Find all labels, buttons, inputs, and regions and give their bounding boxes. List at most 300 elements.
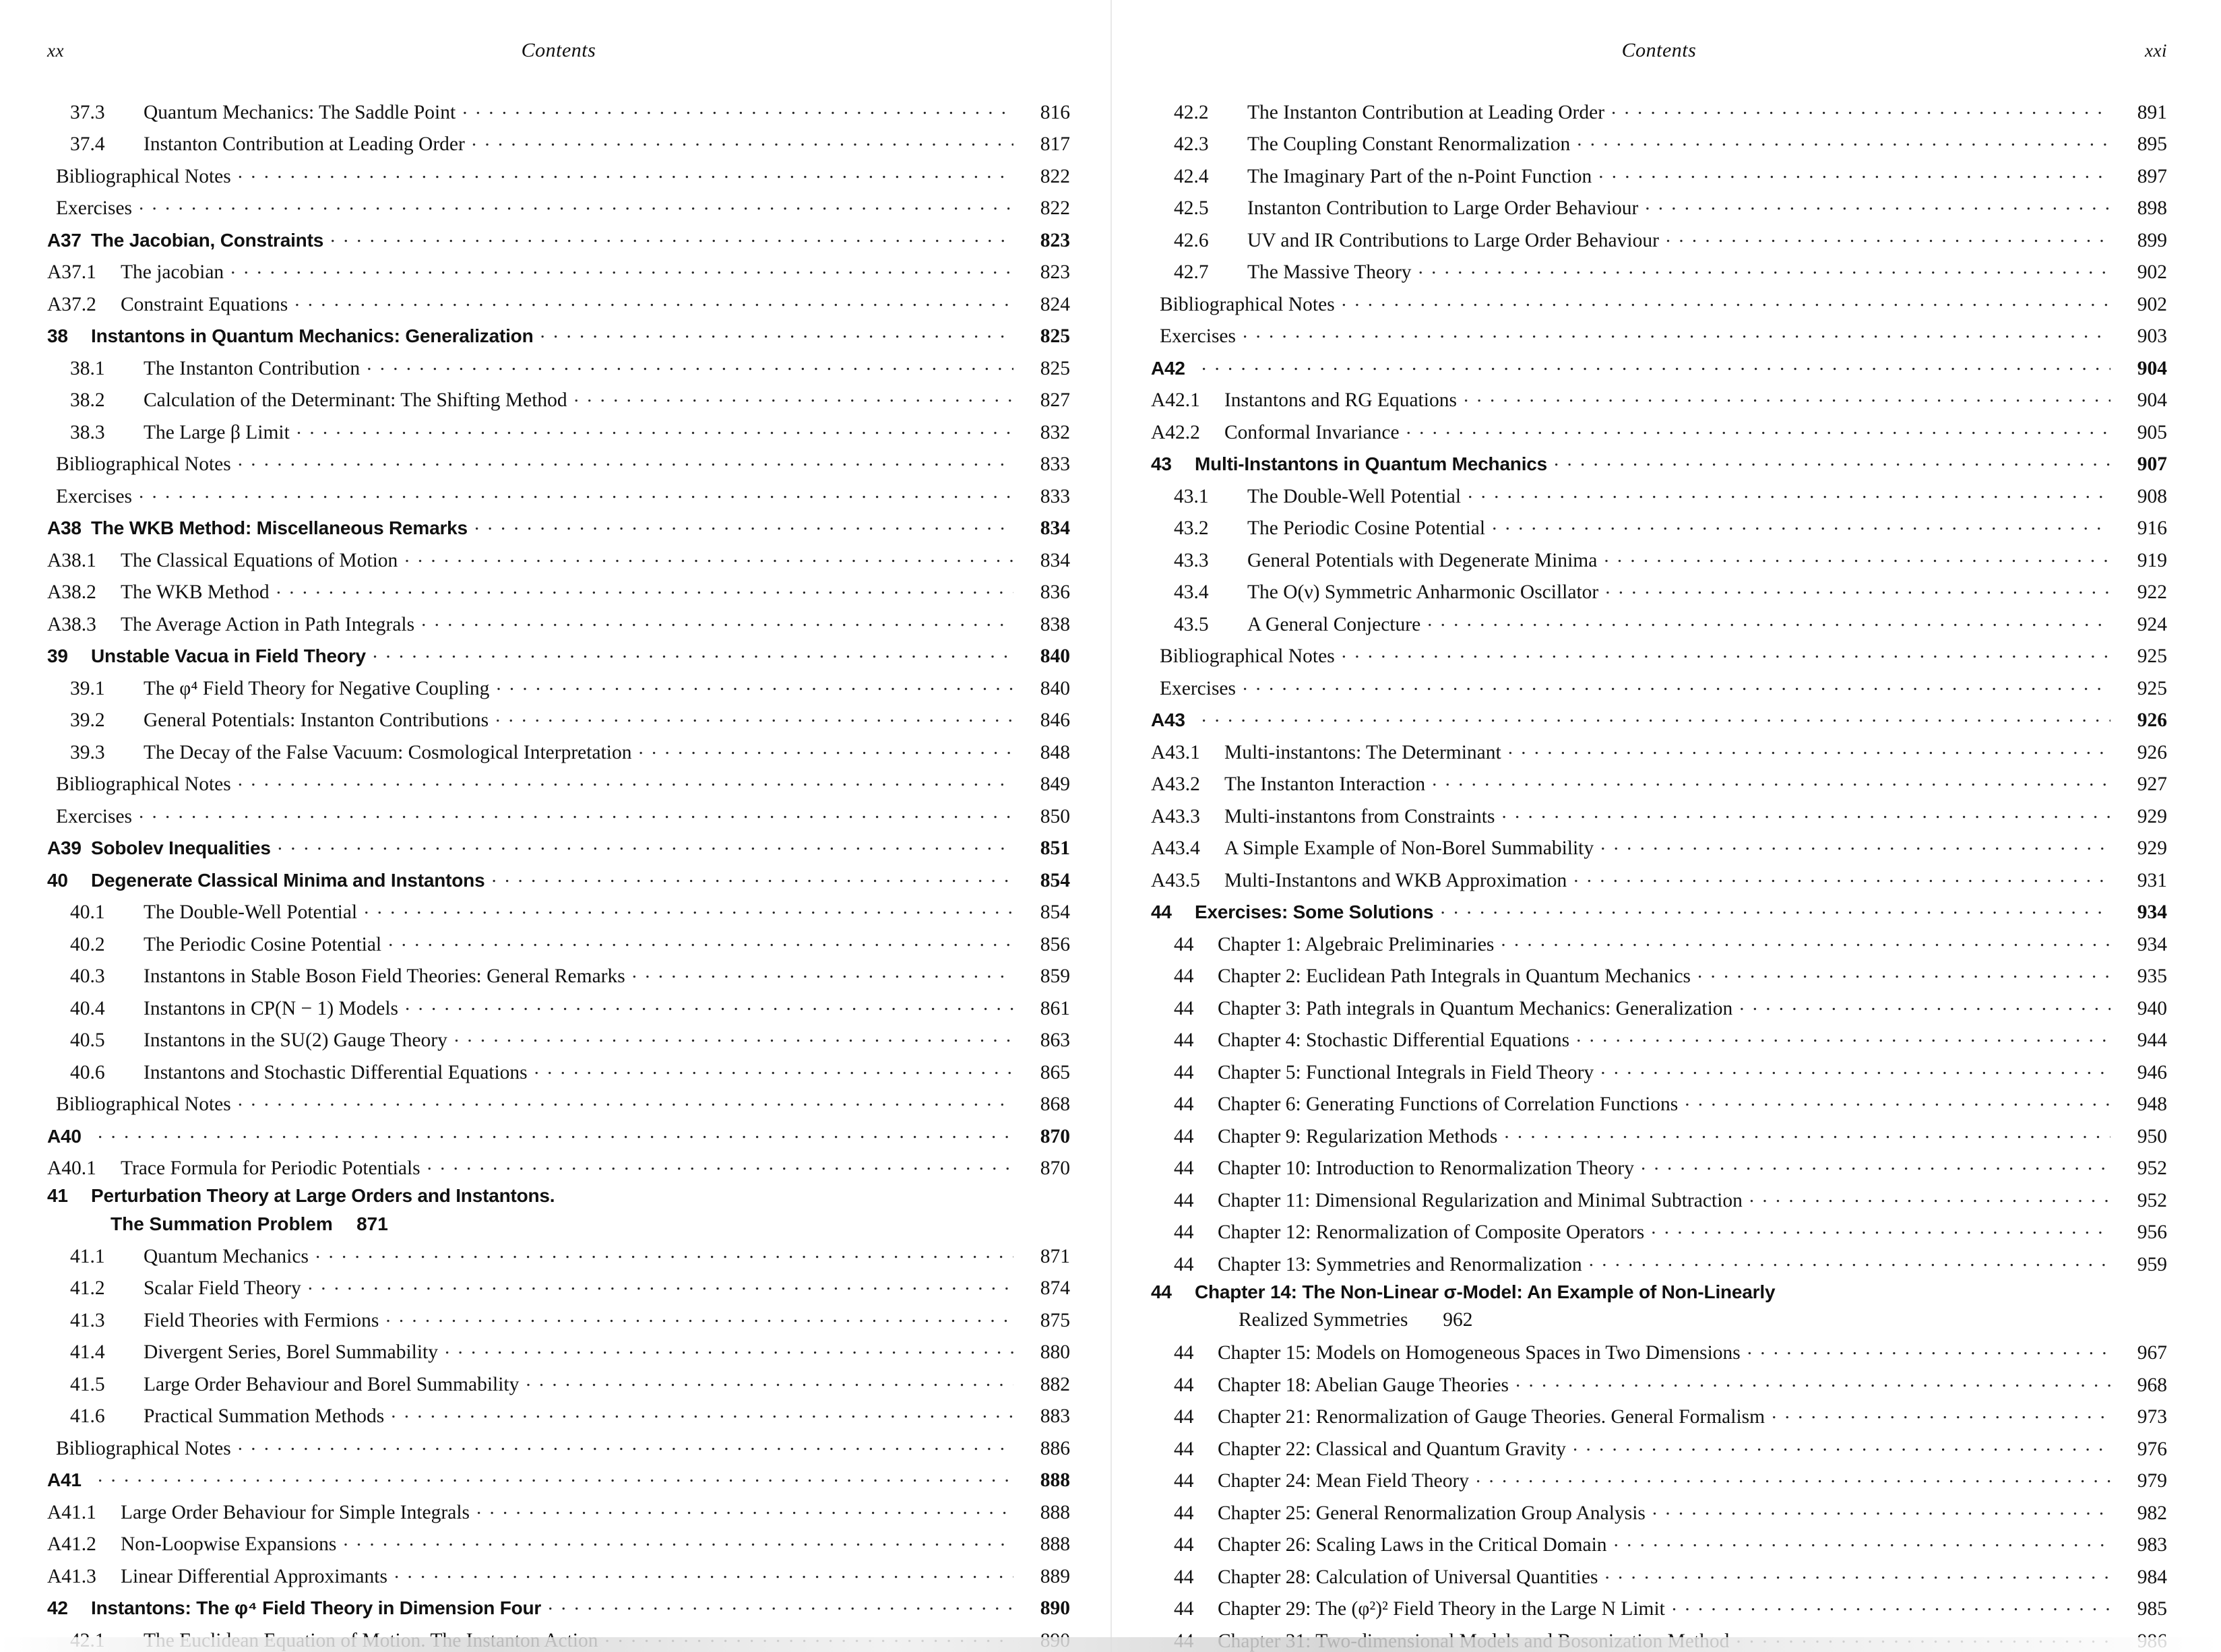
toc-entry[interactable]	[1151, 131, 2167, 155]
toc-entry[interactable]	[1151, 1250, 2167, 1275]
toc-dot-leader	[476, 1498, 1013, 1519]
toc-entry-number: A38	[47, 517, 82, 538]
toc-entry[interactable]	[47, 131, 1070, 155]
toc-page-number: 897	[2137, 165, 2167, 187]
toc-entry[interactable]	[47, 643, 1070, 667]
toc-dot-leader	[278, 835, 1013, 855]
toc-entry[interactable]	[1151, 1435, 2167, 1459]
toc-entry-number: A38.2	[47, 581, 96, 603]
toc-dot-leader	[330, 226, 1013, 247]
toc-dot-leader	[139, 482, 1013, 503]
toc-page-number: 919	[2137, 549, 2167, 571]
toc-entry-label: Multi-Instantons and WKB Approximation	[1224, 869, 1567, 891]
toc-entry[interactable]	[47, 1186, 1070, 1205]
toc-entry-label: The Imaginary Part of the n-Point Function	[1247, 165, 1592, 187]
toc-entry-number: 41.3	[70, 1309, 105, 1331]
toc-entry-number: 41.4	[70, 1341, 105, 1363]
toc-entry-label: The Massive Theory	[1247, 261, 1412, 283]
toc-entry[interactable]	[47, 610, 1070, 635]
toc-entry-number: 40.2	[70, 933, 105, 955]
toc-dot-leader	[454, 1027, 1013, 1047]
toc-dot-leader	[1611, 98, 2110, 119]
toc-entry-number: A38.1	[47, 549, 96, 571]
left-toc-list	[47, 98, 1070, 1179]
toc-page-number: 838	[1040, 613, 1070, 635]
toc-page-number: 891	[2137, 101, 2167, 123]
toc-entry[interactable]	[1151, 1283, 2167, 1302]
toc-entry[interactable]	[1151, 1499, 2167, 1523]
toc-entry[interactable]	[1151, 899, 2167, 923]
toc-entry[interactable]	[47, 579, 1070, 603]
toc-entry-label: Instantons and Stochastic Differential Equations	[144, 1061, 528, 1083]
toc-entry-label: Chapter 25: General Renormalization Group Analysis	[1217, 1502, 1646, 1524]
toc-entry[interactable]	[1151, 290, 2167, 315]
toc-page-number: 898	[2137, 197, 2167, 219]
toc-page-number: 948	[2137, 1093, 2167, 1115]
toc-entry-number: 40.5	[70, 1029, 105, 1051]
toc-page-number: 851	[1040, 837, 1070, 859]
toc-entry[interactable]	[1151, 482, 2167, 507]
toc-entry[interactable]	[47, 387, 1070, 411]
toc-entry[interactable]	[1151, 963, 2167, 987]
toc-entry[interactable]	[47, 195, 1070, 219]
toc-dot-leader	[238, 1434, 1013, 1455]
toc-entry[interactable]	[1151, 1403, 2167, 1428]
toc-page-number: 946	[2137, 1061, 2167, 1083]
toc-entry-label: Bibliographical Notes	[56, 1437, 231, 1459]
toc-entry[interactable]	[47, 515, 1070, 539]
toc-entry[interactable]	[1151, 1091, 2167, 1115]
toc-entry-label: Bibliographical Notes	[56, 165, 231, 187]
toc-entry[interactable]	[47, 323, 1070, 347]
toc-entry-label: Chapter 24: Mean Field Theory	[1217, 1470, 1470, 1492]
toc-entry-label: Linear Differential Approximants	[121, 1565, 387, 1587]
toc-dot-leader	[1243, 674, 2110, 695]
toc-page-number: 822	[1040, 197, 1070, 219]
toc-entry-label: Exercises	[56, 805, 133, 827]
toc-page-number: 952	[2137, 1189, 2167, 1211]
toc-page-number: 934	[2137, 933, 2167, 955]
toc-entry[interactable]	[1151, 610, 2167, 635]
toc-entry-number: A37.1	[47, 261, 96, 283]
toc-entry-number: 44	[1173, 1470, 1194, 1492]
toc-dot-leader	[1600, 835, 2110, 855]
toc-dot-leader	[445, 1339, 1013, 1359]
toc-page-number: 886	[1040, 1437, 1070, 1459]
toc-dot-leader	[315, 1242, 1013, 1263]
toc-entry-label: The Instanton Contribution	[144, 357, 361, 379]
toc-entry[interactable]	[1151, 930, 2167, 955]
toc-entry[interactable]	[47, 290, 1070, 315]
toc-entry-label-continued: The Summation Problem	[111, 1213, 333, 1234]
toc-page-number: 865	[1040, 1061, 1070, 1083]
toc-entry[interactable]	[1151, 323, 2167, 347]
left-toc-list-continued	[47, 1242, 1070, 1651]
toc-page-number: 836	[1040, 581, 1070, 603]
toc-entry[interactable]	[1151, 162, 2167, 187]
toc-entry-number: 39.1	[70, 677, 105, 699]
toc-entry-number: 39	[47, 645, 68, 666]
toc-entry-number: 44	[1173, 1502, 1194, 1524]
toc-entry[interactable]	[47, 1531, 1070, 1555]
toc-entry[interactable]	[47, 1467, 1070, 1491]
toc-page-number: 982	[2137, 1502, 2167, 1524]
toc-entry-number: 42.2	[1173, 101, 1209, 123]
toc-page-number: 840	[1040, 645, 1070, 667]
toc-page-number: 924	[2137, 613, 2167, 635]
toc-page-number: 902	[2137, 261, 2167, 283]
toc-entry-continuation[interactable]	[47, 1213, 1070, 1235]
toc-entry-label: Field Theories with Fermions	[144, 1309, 379, 1331]
toc-entry[interactable]	[47, 994, 1070, 1019]
toc-entry[interactable]	[1151, 418, 2167, 443]
toc-dot-leader	[1604, 1563, 2110, 1583]
toc-entry[interactable]	[1151, 1563, 2167, 1587]
toc-dot-leader	[427, 1155, 1013, 1175]
toc-entry-number: 44	[1173, 1438, 1194, 1460]
toc-page-number: 984	[2137, 1566, 2167, 1588]
toc-entry-label: The φ⁴ Field Theory for Negative Coupling	[144, 677, 490, 699]
toc-entry[interactable]	[1151, 1027, 2167, 1051]
toc-entry[interactable]	[47, 354, 1070, 379]
toc-entry[interactable]	[47, 98, 1070, 123]
toc-page-number: 973	[2137, 1406, 2167, 1428]
toc-page-number: 904	[2137, 389, 2167, 411]
toc-entry-label: Chapter 15: Models on Homogeneous Spaces in Two Dimensions	[1217, 1342, 1741, 1364]
toc-dot-leader	[308, 1275, 1013, 1295]
toc-entry[interactable]	[47, 1155, 1070, 1179]
toc-entry-number: A41.2	[47, 1533, 96, 1555]
toc-entry[interactable]	[47, 1027, 1070, 1051]
toc-page-number: 895	[2137, 133, 2167, 155]
toc-dot-leader	[638, 738, 1013, 759]
toc-dot-leader	[1589, 1250, 2110, 1271]
toc-dot-leader	[1747, 1339, 2110, 1360]
toc-entry[interactable]	[1151, 354, 2167, 379]
toc-entry-label: The jacobian	[121, 261, 224, 283]
toc-entry-label: The Average Action in Path Integrals	[121, 613, 415, 635]
toc-page-number: 854	[1040, 901, 1070, 923]
toc-entry-number: 44	[1150, 1281, 1172, 1302]
toc-entry[interactable]	[47, 1091, 1070, 1115]
toc-entry-number: 40.6	[70, 1061, 105, 1083]
toc-dot-leader	[394, 1562, 1013, 1583]
toc-dot-leader	[1605, 579, 2110, 599]
toc-page-number: 871	[1040, 1245, 1070, 1267]
toc-entry[interactable]	[47, 835, 1070, 859]
toc-page-number: 874	[1040, 1277, 1070, 1299]
toc-page-number: 944	[2137, 1029, 2167, 1051]
toc-dot-leader	[1576, 1027, 2110, 1047]
toc-entry-number: A43.2	[1150, 773, 1200, 795]
toc-entry[interactable]	[47, 738, 1070, 763]
toc-entry-number: A41	[47, 1469, 82, 1490]
toc-entry-label: Chapter 12: Renormalization of Composite Operators	[1217, 1221, 1645, 1243]
toc-entry[interactable]	[1151, 98, 2167, 123]
toc-entry-label: Chapter 6: Generating Functions of Correlation Functions	[1217, 1093, 1679, 1115]
toc-entry[interactable]	[1151, 1219, 2167, 1243]
toc-entry[interactable]	[47, 1498, 1070, 1523]
toc-dot-leader	[574, 387, 1013, 407]
toc-entry[interactable]	[1151, 866, 2167, 891]
toc-page-number: 863	[1040, 1029, 1070, 1051]
toc-dot-leader	[1492, 515, 2110, 535]
toc-entry-label: Sobolev Inequalities	[91, 837, 271, 858]
toc-entry-label: A General Conjecture	[1247, 613, 1421, 635]
toc-page-number: 985	[2137, 1598, 2167, 1620]
toc-page-number: 925	[2137, 645, 2167, 667]
toc-entry-label: Chapter 2: Euclidean Path Integrals in Quantum Mechanics	[1217, 965, 1691, 987]
toc-entry[interactable]	[1151, 451, 2167, 475]
toc-entry-label: The Classical Equations of Motion	[121, 549, 398, 571]
toc-entry-label: Chapter 5: Functional Integrals in Field Theory	[1217, 1061, 1594, 1083]
toc-entry-number: 42.5	[1173, 197, 1209, 219]
toc-entry-number: 44	[1173, 1221, 1194, 1243]
toc-dot-leader	[1201, 354, 2110, 375]
toc-entry[interactable]	[1151, 802, 2167, 827]
toc-entry-number: A43	[1150, 709, 1185, 730]
toc-entry[interactable]	[1151, 674, 2167, 699]
toc-entry[interactable]	[1151, 835, 2167, 859]
toc-entry-label: Instantons in Quantum Mechanics: Generalization	[91, 325, 534, 346]
toc-page-number: 962	[1443, 1309, 1473, 1331]
toc-page-number: 929	[2137, 837, 2167, 859]
toc-entry[interactable]	[1151, 1595, 2167, 1620]
toc-page-number: 888	[1040, 1501, 1070, 1523]
toc-entry-number: 41.5	[70, 1373, 105, 1395]
toc-page-number: 840	[1040, 677, 1070, 699]
toc-entry-label: Multi-instantons from Constraints	[1224, 805, 1495, 827]
toc-entry[interactable]	[47, 1058, 1070, 1083]
toc-entry-number: 43.3	[1173, 549, 1209, 571]
toc-dot-leader	[404, 546, 1013, 567]
toc-entry[interactable]	[47, 162, 1070, 187]
toc-page-number: 925	[2137, 677, 2167, 699]
toc-page-number: 849	[1040, 773, 1070, 795]
toc-entry-label: Instantons: The φ⁴ Field Theory in Dimension Four	[91, 1597, 542, 1618]
toc-dot-leader	[526, 1370, 1013, 1391]
toc-entry-number: 42.3	[1173, 133, 1209, 155]
toc-dot-leader	[472, 131, 1013, 151]
toc-dot-leader	[1440, 899, 2110, 919]
toc-entry-number: 44	[1150, 901, 1172, 922]
toc-dot-leader	[1515, 1371, 2110, 1391]
toc-page-number: 950	[2137, 1125, 2167, 1147]
toc-entry-number: 42.6	[1173, 229, 1209, 251]
toc-entry-label: The Instanton Contribution at Leading Order	[1247, 101, 1605, 123]
toc-entry[interactable]	[47, 1339, 1070, 1363]
toc-entry[interactable]	[47, 707, 1070, 731]
toc-entry[interactable]	[1151, 707, 2167, 731]
toc-entry[interactable]	[47, 899, 1070, 923]
toc-dot-leader	[1406, 418, 2110, 439]
toc-entry-label: Bibliographical Notes	[56, 453, 231, 475]
toc-entry[interactable]	[1151, 771, 2167, 795]
toc-entry-label: Perturbation Theory at Large Orders and Instantons.	[91, 1185, 555, 1206]
scan-edge-shadow	[0, 1637, 2221, 1652]
toc-entry[interactable]	[47, 771, 1070, 795]
toc-entry[interactable]	[1151, 738, 2167, 763]
toc-dot-leader	[1604, 546, 2110, 567]
toc-entry[interactable]	[47, 1403, 1070, 1427]
toc-entry-number: 43.1	[1173, 485, 1209, 507]
toc-entry-number: 43.5	[1173, 613, 1209, 635]
toc-entry-label: Degenerate Classical Minima and Instantons	[91, 869, 485, 891]
toc-dot-leader	[462, 98, 1013, 119]
toc-entry[interactable]	[47, 1122, 1070, 1147]
toc-entry[interactable]	[1151, 1122, 2167, 1147]
toc-entry[interactable]	[47, 802, 1070, 827]
toc-entry-label: Chapter 21: Renormalization of Gauge Theories. General Formalism	[1217, 1406, 1765, 1428]
toc-entry-number: 38.3	[70, 421, 105, 443]
toc-page-number: 976	[2137, 1438, 2167, 1460]
toc-entry-label: Unstable Vacua in Field Theory	[91, 645, 366, 666]
toc-entry-number: A37	[47, 229, 82, 251]
toc-entry-label: Chapter 10: Introduction to Renormalization Theory	[1217, 1157, 1634, 1179]
toc-entry-label: The Coupling Constant Renormalization	[1247, 133, 1571, 155]
toc-page-number: 823	[1040, 229, 1070, 251]
toc-page-number: 889	[1040, 1565, 1070, 1587]
toc-dot-leader	[230, 259, 1013, 279]
toc-entry[interactable]	[1151, 1467, 2167, 1492]
toc-page-number: 888	[1040, 1469, 1070, 1491]
toc-entry[interactable]	[47, 963, 1070, 987]
toc-entry-number: 44	[1173, 997, 1194, 1019]
toc-page-number: 882	[1040, 1373, 1070, 1395]
toc-entry-label: Chapter 11: Dimensional Regularization and Minimal Subtraction	[1217, 1189, 1743, 1211]
toc-dot-leader	[1342, 643, 2110, 663]
toc-entry-label: A Simple Example of Non-Borel Summability	[1224, 837, 1594, 859]
toc-entry-label: The Decay of the False Vacuum: Cosmological Interpretation	[144, 741, 632, 763]
toc-entry[interactable]	[47, 1434, 1070, 1459]
toc-page-number: 832	[1040, 421, 1070, 443]
toc-page-number: 940	[2137, 997, 2167, 1019]
toc-entry-number: 42	[47, 1597, 68, 1618]
right-running-head	[1151, 39, 2167, 74]
toc-page-number: 870	[1040, 1125, 1070, 1147]
toc-entry-label: Chapter 18: Abelian Gauge Theories	[1217, 1374, 1509, 1396]
toc-entry[interactable]	[1151, 1531, 2167, 1556]
toc-entry-number: 44	[1173, 1406, 1194, 1428]
toc-page-number: 817	[1040, 133, 1070, 155]
toc-dot-leader	[421, 610, 1013, 631]
toc-entry[interactable]	[1151, 994, 2167, 1019]
toc-entry[interactable]	[1151, 1155, 2167, 1179]
toc-page-number: 827	[1040, 389, 1070, 411]
toc-entry-number: A40	[47, 1125, 82, 1147]
toc-entry[interactable]	[1151, 546, 2167, 571]
toc-entry[interactable]	[47, 482, 1070, 507]
toc-page-number: 846	[1040, 709, 1070, 731]
toc-entry[interactable]	[1151, 1186, 2167, 1211]
toc-entry[interactable]	[47, 1275, 1070, 1299]
toc-page-number: 935	[2137, 965, 2167, 987]
toc-entry[interactable]	[1151, 643, 2167, 667]
toc-dot-leader	[391, 1403, 1013, 1423]
toc-entry-label: Quantum Mechanics	[144, 1245, 309, 1267]
toc-entry-label: Bibliographical Notes	[1159, 293, 1335, 315]
toc-entry-label: The Periodic Cosine Potential	[1247, 517, 1486, 539]
toc-entry[interactable]	[1151, 1339, 2167, 1364]
toc-entry[interactable]	[1151, 1058, 2167, 1083]
toc-entry[interactable]	[47, 1242, 1070, 1267]
toc-dot-leader	[238, 1091, 1013, 1111]
right-page	[1110, 39, 2194, 1632]
toc-page-number: 931	[2137, 869, 2167, 891]
toc-dot-leader	[139, 802, 1013, 823]
toc-page-number: 833	[1040, 453, 1070, 475]
toc-entry[interactable]	[1151, 1371, 2167, 1395]
toc-dot-leader	[1697, 963, 2110, 983]
toc-page-number: 926	[2137, 741, 2167, 763]
toc-entry-number: 41	[47, 1185, 68, 1206]
toc-entry-number: 37.4	[70, 133, 105, 155]
toc-entry[interactable]	[47, 451, 1070, 475]
toc-dot-leader	[1554, 451, 2110, 471]
toc-dot-leader	[1666, 226, 2110, 247]
toc-entry[interactable]	[1151, 226, 2167, 251]
toc-page-number: 848	[1040, 741, 1070, 763]
toc-dot-leader	[405, 994, 1013, 1015]
toc-entry[interactable]	[1151, 515, 2167, 539]
toc-page-number: 967	[2137, 1342, 2167, 1364]
toc-dot-leader	[1598, 162, 2110, 183]
right-running-title: Contents	[1621, 39, 1697, 61]
toc-entry[interactable]	[1151, 259, 2167, 283]
toc-entry[interactable]	[47, 930, 1070, 955]
left-running-head	[47, 39, 1070, 74]
toc-entry[interactable]	[1151, 579, 2167, 603]
toc-dot-leader	[98, 1467, 1013, 1487]
toc-entry-label: Chapter 3: Path integrals in Quantum Mechanics: Generalization	[1217, 997, 1733, 1019]
toc-entry-label: Instanton Contribution to Large Order Behaviour	[1247, 197, 1639, 219]
toc-entry[interactable]	[47, 866, 1070, 891]
toc-entry-number: A42.2	[1150, 421, 1200, 443]
toc-entry-number: 44	[1173, 1189, 1194, 1211]
toc-entry[interactable]	[1151, 195, 2167, 219]
toc-page-number: 859	[1040, 965, 1070, 987]
toc-entry[interactable]	[47, 418, 1070, 443]
toc-page-number: 979	[2137, 1470, 2167, 1492]
toc-entry-label: General Potentials: Instanton Contributions	[144, 709, 489, 731]
toc-entry[interactable]	[47, 1595, 1070, 1619]
toc-entry-number: 43.2	[1173, 517, 1209, 539]
toc-entry[interactable]	[47, 259, 1070, 283]
toc-dot-leader	[534, 1058, 1013, 1079]
toc-entry-number: A43.1	[1150, 741, 1200, 763]
toc-entry[interactable]	[1151, 387, 2167, 411]
toc-entry[interactable]	[47, 674, 1070, 699]
page-edge-marks	[2198, 445, 2216, 1118]
toc-entry-number: 38.2	[70, 389, 105, 411]
toc-entry-label: Instantons in the SU(2) Gauge Theory	[144, 1029, 447, 1051]
toc-dot-leader	[1508, 738, 2110, 759]
toc-entry-continuation[interactable]	[1151, 1309, 2167, 1331]
toc-entry[interactable]	[47, 546, 1070, 571]
toc-dot-leader	[1652, 1499, 2110, 1519]
toc-entry[interactable]	[47, 1562, 1070, 1587]
toc-entry[interactable]	[47, 226, 1070, 251]
toc-dot-leader	[495, 707, 1013, 727]
toc-entry-label: Exercises	[56, 485, 133, 507]
toc-dot-leader	[491, 866, 1013, 887]
toc-entry-label: Trace Formula for Periodic Potentials	[121, 1157, 420, 1179]
toc-entry[interactable]	[47, 1306, 1070, 1331]
toc-entry[interactable]	[47, 1370, 1070, 1395]
toc-page-number: 908	[2137, 485, 2167, 507]
toc-entry-number: A39	[47, 837, 82, 858]
toc-entry-label: Chapter 28: Calculation of Universal Quantities	[1217, 1566, 1598, 1588]
